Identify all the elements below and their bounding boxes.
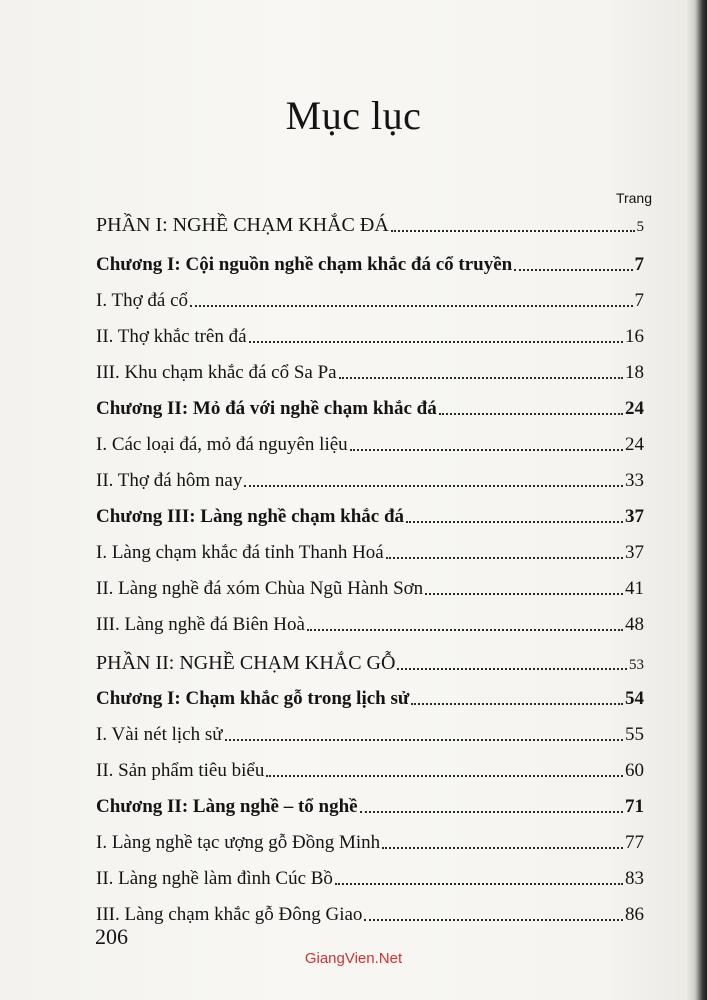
toc-entry-page: 18 bbox=[625, 362, 644, 383]
toc-entry-page: 16 bbox=[625, 326, 644, 347]
page-title: Mục lục bbox=[285, 93, 422, 138]
toc-entry-label: I. Làng chạm khắc đá tỉnh Thanh Hoá bbox=[96, 542, 384, 563]
toc-entry bbox=[96, 760, 644, 782]
toc-leader-dots bbox=[266, 775, 623, 777]
toc-entry bbox=[96, 542, 644, 564]
toc-entry-label: I. Vài nét lịch sử bbox=[96, 724, 223, 745]
toc-entry bbox=[96, 506, 644, 528]
toc-entry-label: II. Thợ đá hôm nay bbox=[96, 470, 243, 491]
toc-entry-label: II. Làng nghề đá xóm Chùa Ngũ Hành Sơn bbox=[96, 578, 424, 599]
toc-entry bbox=[96, 434, 644, 456]
toc-leader-dots bbox=[406, 521, 623, 523]
toc-entry-page: 33 bbox=[625, 470, 644, 491]
toc-entry-page: 37 bbox=[625, 542, 644, 563]
toc-leader-dots bbox=[397, 668, 627, 670]
toc-entry-page: 5 bbox=[636, 219, 644, 235]
toc-entry-page: 55 bbox=[625, 724, 644, 745]
toc-entry-label: I. Thợ đá cổ bbox=[96, 290, 189, 311]
toc-entry-page: 54 bbox=[625, 688, 644, 709]
toc-entry bbox=[96, 214, 644, 237]
toc-entry-label: Chương III: Làng nghề chạm khắc đá bbox=[96, 506, 405, 527]
toc-entry bbox=[96, 904, 644, 926]
toc-leader-dots bbox=[335, 883, 623, 885]
toc-leader-dots bbox=[339, 377, 623, 379]
toc-entry-label: PHẦN II: NGHỀ CHẠM KHẮC GỖ bbox=[96, 652, 396, 674]
toc-leader-dots bbox=[244, 485, 623, 487]
toc-entry-page: 41 bbox=[625, 578, 644, 599]
toc-entry-page: 24 bbox=[625, 398, 644, 419]
toc-entry-page: 48 bbox=[625, 614, 644, 635]
toc-leader-dots bbox=[350, 449, 623, 451]
toc-entry bbox=[96, 326, 644, 348]
toc-entry-label: III. Khu chạm khắc đá cổ Sa Pa bbox=[96, 362, 337, 383]
toc-entry-label: Chương I: Cội nguồn nghề chạm khắc đá cổ truyền bbox=[96, 254, 513, 275]
toc-entry bbox=[96, 398, 644, 420]
toc-entry bbox=[96, 688, 644, 710]
toc-entry bbox=[96, 796, 644, 818]
toc-entry-label: Chương II: Làng nghề – tổ nghề bbox=[96, 796, 358, 817]
toc-entry bbox=[96, 578, 644, 600]
toc-leader-dots bbox=[514, 269, 632, 271]
toc-leader-dots bbox=[249, 341, 623, 343]
toc-leader-dots bbox=[382, 847, 623, 849]
toc-entry-label: I. Làng nghề tạc ượng gỗ Đồng Minh bbox=[96, 832, 381, 853]
toc-leader-dots bbox=[364, 919, 623, 921]
toc-entry-page: 86 bbox=[625, 904, 644, 925]
toc-entry-page: 71 bbox=[625, 796, 644, 817]
toc-entry bbox=[96, 832, 644, 854]
page-number: 206 bbox=[95, 924, 128, 949]
toc-entry bbox=[96, 614, 644, 636]
toc-entry bbox=[96, 254, 644, 276]
toc-leader-dots bbox=[360, 811, 623, 813]
toc-leader-dots bbox=[307, 629, 623, 631]
page-column-header: Trang bbox=[615, 190, 652, 206]
toc-entry-page: 83 bbox=[625, 868, 644, 889]
toc-entry bbox=[96, 724, 644, 746]
toc-leader-dots bbox=[425, 593, 623, 595]
toc-entry-label: II. Sản phẩm tiêu biểu bbox=[96, 760, 265, 781]
toc-entry-label: II. Làng nghề làm đình Cúc Bồ bbox=[96, 868, 333, 889]
toc-entry-page: 53 bbox=[629, 657, 644, 673]
toc-entry-page: 77 bbox=[625, 832, 644, 853]
toc-entry-page: 7 bbox=[634, 254, 644, 275]
toc-leader-dots bbox=[411, 703, 623, 705]
toc-entry-page: 24 bbox=[625, 434, 644, 455]
toc-leader-dots bbox=[439, 413, 623, 415]
toc-leader-dots bbox=[190, 305, 632, 307]
toc-entry-label: II. Thợ khắc trên đá bbox=[96, 326, 247, 347]
toc-leader-dots bbox=[386, 557, 623, 559]
toc-leader-dots bbox=[225, 739, 623, 741]
toc-entry-label: III. Làng nghề đá Biên Hoà bbox=[96, 614, 305, 635]
toc-entry-label: Chương I: Chạm khắc gỗ trong lịch sử bbox=[96, 688, 410, 709]
toc-entry-label: Chương II: Mỏ đá với nghề chạm khắc đá bbox=[96, 398, 437, 419]
toc-entry-label: III. Làng chạm khắc gỗ Đông Giao bbox=[96, 904, 363, 925]
watermark-text: GiangVien.Net bbox=[304, 950, 403, 967]
toc-entry bbox=[96, 362, 644, 384]
toc-entry-label: PHẦN I: NGHỀ CHẠM KHẮC ĐÁ bbox=[96, 214, 389, 236]
toc-entry bbox=[96, 652, 644, 675]
toc-entry-page: 60 bbox=[625, 760, 644, 781]
toc-entry-page: 37 bbox=[625, 506, 644, 527]
toc-entry bbox=[96, 290, 644, 312]
toc-entry-label: I. Các loại đá, mỏ đá nguyên liệu bbox=[96, 434, 348, 455]
toc-entry bbox=[96, 868, 644, 890]
toc-entry-page: 7 bbox=[634, 290, 644, 311]
toc-entry bbox=[96, 470, 644, 492]
toc-leader-dots bbox=[391, 230, 635, 232]
